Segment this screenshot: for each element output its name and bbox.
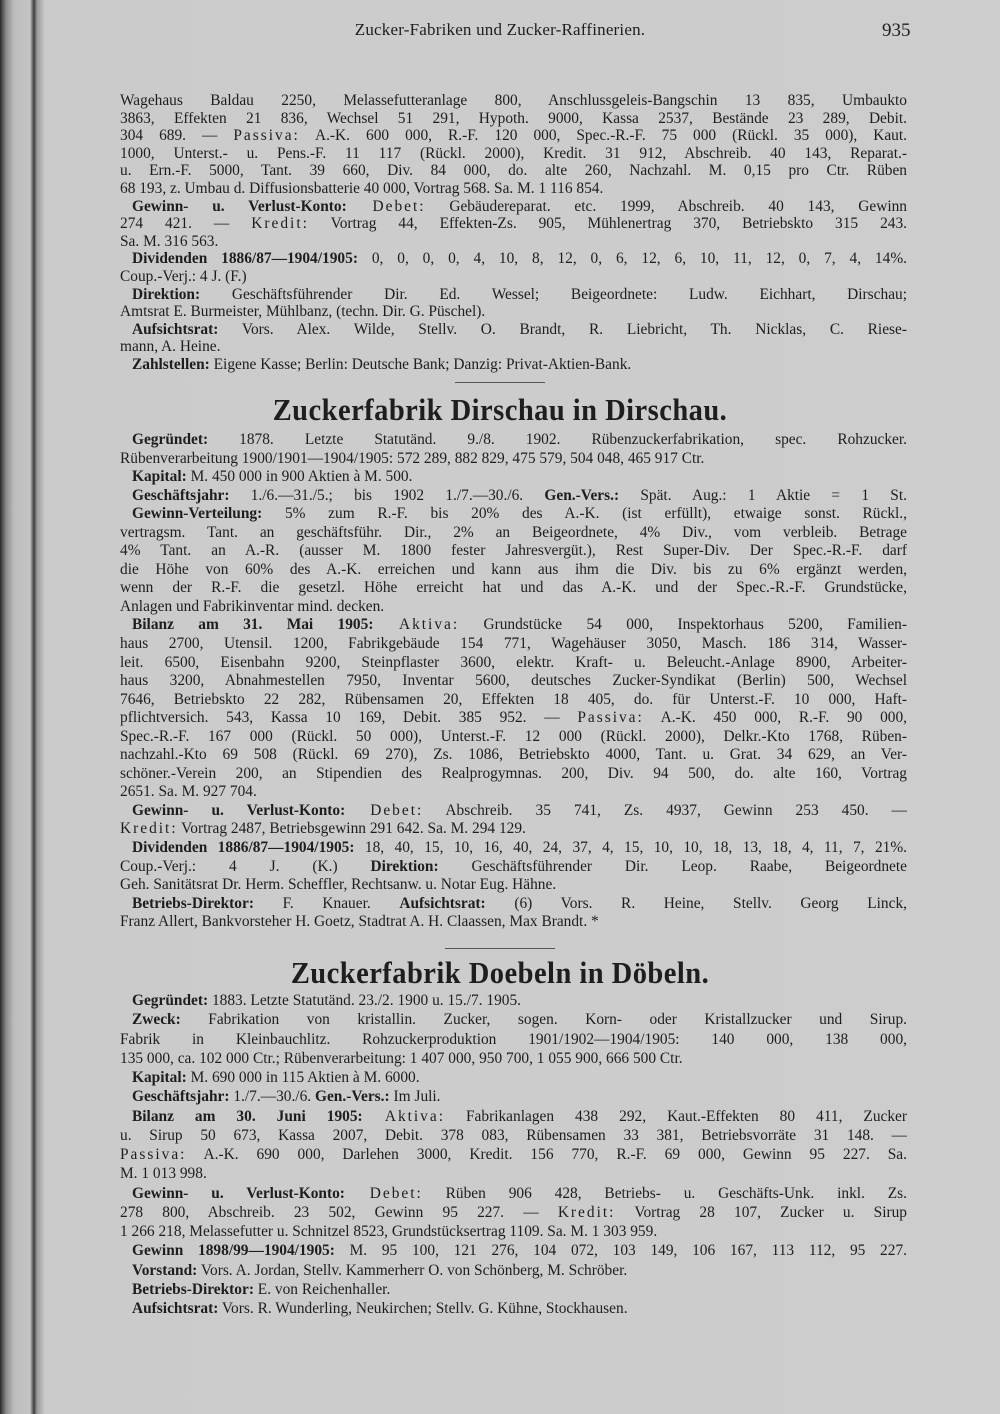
text-run: Geh. Sanitätsrat Dr. Herm. Scheffler, Rechtsanw. u. Notar Eug. Hähne. bbox=[120, 876, 557, 894]
text-line bbox=[120, 1010, 907, 1029]
text-line bbox=[120, 268, 907, 286]
text-run: Wagehaus Baldau 2250, Melassefutteranlage 800, Anschlussgeleis-Bangschin 13 835, Umbaukto bbox=[120, 92, 907, 109]
field-label: Gen.-Vers.: bbox=[314, 1088, 390, 1106]
text-line bbox=[120, 1049, 907, 1068]
text-line bbox=[120, 180, 907, 198]
text-run: leit. 6500, Eisenbahn 9200, Steinpflaster 3600, elektr. Kraft- u. Beleucht.-Anlage 8900, Arbeiter- bbox=[120, 653, 907, 671]
field-label: Gewinn- u. Verlust-Konto: bbox=[132, 801, 346, 819]
text-line bbox=[120, 654, 907, 673]
spaced-label: Debet: bbox=[346, 197, 426, 215]
field-label: Direktion: bbox=[370, 857, 439, 875]
text-line bbox=[120, 616, 907, 635]
field-label: Kapital: bbox=[132, 468, 187, 486]
text-run: u. Ern.-F. 5000, Tant. 39 660, Div. 84 000, do. alte 260, Nachzahl. M. 0,15 pro Ctr. Rüben bbox=[120, 162, 907, 180]
text-line bbox=[120, 746, 907, 765]
text-line bbox=[120, 561, 907, 580]
text-run: Fabrik in Kleinbauchlitz. Rohzuckerproduktion 1901/1902—1904/1905: 140 000, 138 000, bbox=[120, 1030, 907, 1048]
text-line bbox=[120, 1280, 907, 1299]
text-line bbox=[120, 783, 907, 802]
field-label: Aufsichtsrat: bbox=[132, 1300, 219, 1317]
text-run: Geschäftsführender Dir. Leop. Raabe, Beigeordnete bbox=[438, 857, 907, 875]
field-label: Direktion: bbox=[132, 285, 201, 303]
text-line bbox=[120, 356, 907, 374]
text-line bbox=[120, 1241, 907, 1260]
text-run: M. 1 013 998. bbox=[120, 1165, 207, 1183]
text-line bbox=[120, 303, 907, 321]
text-line bbox=[120, 542, 907, 561]
field-label: Kapital: bbox=[132, 1069, 187, 1086]
text-line bbox=[120, 162, 907, 180]
text-line bbox=[120, 1261, 907, 1280]
text-line bbox=[120, 876, 907, 895]
field-label: Zahlstellen: bbox=[132, 355, 210, 373]
text-run: 1000, Unterst.- u. Pens.-F. 11 117 (Rückl. 2000), Kredit. 31 912, Abschreib. 40 143, Reparat.- bbox=[120, 144, 907, 162]
text-run: 135 000, ca. 102 000 Ctr.; Rübenverarbeitung: 1 407 000, 950 700, 1 055 900, 666 500 Ctr. bbox=[120, 1049, 683, 1067]
text-run: haus 2700, Utensil. 1200, Fabrikgebäude 154 771, Wagehäuser 3050, Masch. 186 314, Wasser- bbox=[120, 635, 907, 653]
text-run: E. von Reichenhaller. bbox=[253, 1280, 391, 1298]
text-line bbox=[120, 765, 907, 784]
text-line bbox=[120, 991, 907, 1010]
text-line bbox=[120, 709, 907, 728]
text-run: die Höhe von 60% des A.-K. erreichen und kann aus ihm die Div. bis zu 6% ergänzt werden, bbox=[120, 560, 907, 578]
text-run: Anlagen und Fabrikinventar mind. decken. bbox=[120, 597, 385, 615]
text-line bbox=[120, 635, 907, 654]
text-line bbox=[120, 1107, 907, 1126]
text-line bbox=[120, 1164, 907, 1183]
text-run: Vors. R. Wunderling, Neukirchen; Stellv. G. Kühne, Stockhausen. bbox=[218, 1300, 628, 1317]
text-run: 1883. Letzte Statutänd. 23./2. 1900 u. 15./7. 1905. bbox=[208, 992, 522, 1009]
divider bbox=[455, 382, 545, 383]
text-run: 68 193, z. Umbau d. Diffusionsbatterie 40 000, Vortrag 568. Sa. M. 1 116 854. bbox=[120, 179, 604, 197]
text-line bbox=[120, 338, 907, 356]
text-line bbox=[120, 1087, 907, 1106]
field-label: Gegründet: bbox=[132, 431, 209, 448]
divider bbox=[445, 948, 555, 949]
text-run: M. 95 100, 121 276, 104 072, 103 149, 106 167, 113 112, 95 227. bbox=[334, 1242, 907, 1260]
text-run: Vortrag 2487, Betriebsgewinn 291 642. Sa. M. 294 129. bbox=[177, 820, 526, 838]
text-run: Grundstücke 54 000, Inspektorhaus 5200, Familien- bbox=[459, 616, 907, 634]
text-run: 1./6.—31./5.; bis 1902 1./7.—30./6. bbox=[229, 486, 545, 504]
section-title-dirschau: Zuckerfabrik Dirschau in Dirschau. bbox=[272, 392, 728, 427]
spaced-label: Aktiva: bbox=[373, 616, 460, 634]
text-run: 7646, Betriebskto 22 282, Rübensamen 20, Effekten 18 405, do. für Unterst.-F. 10 000, Haft- bbox=[120, 690, 907, 708]
text-run: A.-K. 600 000, R.-F. 120 000, Spec.-R.-F. 75 000 (Rückl. 35 000), Kaut. bbox=[299, 127, 907, 145]
text-run: schöner.-Verein 200, an Stipendien des Realprogymnas. 200, Div. 94 500, do. alte 160, Vortrag bbox=[120, 764, 907, 782]
spaced-label: Debet: bbox=[345, 801, 424, 819]
text-line bbox=[120, 820, 907, 839]
text-run: 1 266 218, Melassefutter u. Schnitzel 8523, Grundstücksertrag 1109. Sa. M. 1 303 959. bbox=[120, 1223, 658, 1240]
text-run: (6) Vors. R. Heine, Stellv. Georg Linck, bbox=[485, 894, 907, 912]
text-run: 2651. Sa. M. 927 704. bbox=[120, 783, 257, 801]
field-label: Gewinn- u. Verlust-Konto: bbox=[132, 1184, 345, 1202]
text-run: u. Sirup 50 673, Kassa 2007, Debit. 378 083, Rübensamen 33 381, Betriebsvorräte 31 148. — bbox=[120, 1126, 907, 1144]
spaced-label: Passiva: bbox=[233, 127, 300, 145]
text-line bbox=[120, 110, 907, 128]
field-label: Geschäftsjahr: bbox=[132, 486, 230, 504]
text-run: Vortrag 44, Effekten-Zs. 905, Mühlenertrag 370, Betriebskto 315 243. bbox=[308, 215, 907, 233]
text-run: Vors. A. Jordan, Stellv. Kammerherr O. von Schönberg, M. Schröber. bbox=[197, 1261, 628, 1279]
text-line bbox=[120, 233, 907, 251]
field-label: Dividenden 1886/87—1904/1905: bbox=[132, 839, 355, 857]
field-label: Dividenden 1886/87—1904/1905: bbox=[132, 250, 358, 268]
field-label: Gewinn-Verteilung: bbox=[132, 505, 263, 523]
text-line bbox=[120, 913, 907, 932]
spaced-label: Passiva: bbox=[120, 1146, 187, 1163]
field-label: Gewinn 1898/99—1904/1905: bbox=[132, 1242, 335, 1260]
text-line bbox=[120, 895, 907, 914]
section-title-doebeln: Zuckerfabrik Doebeln in Döbeln. bbox=[290, 955, 710, 990]
text-run: M. 450 000 in 900 Aktien à M. 500. bbox=[186, 468, 413, 486]
text-run: Fabrikanlagen 438 292, Kaut.-Effekten 80 411, Zucker bbox=[445, 1107, 907, 1125]
text-line bbox=[120, 198, 907, 216]
field-label: Gen.-Vers.: bbox=[544, 486, 620, 504]
field-label: Betriebs-Direktor: bbox=[132, 1280, 254, 1298]
text-run: nachzahl.-Kto 69 508 (Rückl. 69 270), Zs. 1086, Betriebskto 4000, Tant. u. Grat. 34 629, an Ver- bbox=[120, 746, 907, 764]
text-run: A.-K. 450 000, R.-F. 90 000, bbox=[643, 709, 907, 727]
field-label: Bilanz am 31. Mai 1905: bbox=[132, 616, 374, 634]
text-run: Vortrag 28 107, Zucker u. Sirup bbox=[615, 1203, 907, 1221]
field-label: Aufsichtsrat: bbox=[132, 320, 219, 338]
spaced-label: Kredit: bbox=[557, 1203, 616, 1221]
text-run: 0, 0, 0, 0, 4, 10, 8, 12, 0, 6, 12, 6, 10, 11, 12, 0, 7, 4, 14%. bbox=[357, 250, 907, 268]
spaced-label: Aktiva: bbox=[362, 1107, 445, 1125]
text-line bbox=[120, 858, 907, 877]
text-line bbox=[120, 286, 907, 304]
text-run: Coup.-Verj.: 4 J. (F.) bbox=[120, 267, 247, 285]
text-run: M. 690 000 in 115 Aktien à M. 6000. bbox=[186, 1069, 420, 1086]
spaced-label: Kredit: bbox=[120, 820, 178, 838]
text-run: Coup.-Verj.: 4 J. (K.) bbox=[120, 857, 371, 875]
text-line bbox=[120, 1299, 907, 1318]
text-line bbox=[120, 145, 907, 163]
text-run: mann, A. Heine. bbox=[120, 338, 221, 356]
field-label: Aufsichtsrat: bbox=[399, 894, 486, 912]
text-run: Im Juli. bbox=[389, 1088, 441, 1106]
text-line bbox=[120, 1184, 907, 1203]
text-run: Fabrikation von kristallin. Zucker, sogen. Korn- oder Kristallzucker und Sirup. bbox=[180, 1011, 907, 1029]
text-run: F. Knauer. bbox=[253, 894, 400, 912]
text-run: 3863, Effekten 21 836, Wechsel 51 291, Hypoth. 9000, Kassa 2537, Bestände 23 289, Debit. bbox=[120, 109, 907, 127]
page-number: 935 bbox=[882, 20, 911, 41]
text-line bbox=[120, 215, 907, 233]
spaced-label: Kredit: bbox=[251, 215, 309, 233]
field-label: Geschäftsjahr: bbox=[132, 1088, 230, 1106]
text-run: Spec.-R.-F. 167 000 (Rückl. 50 000), Unterst.-F. 12 000 (Rückl. 2000), Delkr.-Kto 1768, Rüben- bbox=[120, 727, 907, 745]
text-run: Amtsrat E. Burmeister, Mühlbanz, (techn. Dir. G. Püschel). bbox=[120, 303, 486, 321]
text-run: 274 421. — bbox=[120, 215, 252, 233]
field-label: Gewinn- u. Verlust-Konto: bbox=[132, 197, 347, 215]
text-line bbox=[120, 127, 907, 145]
text-line bbox=[120, 524, 907, 543]
text-run: wenn der R.-F. die gesetzl. Höhe erreicht hat und das A.-K. und der Spec.-R.-F. Grundstücke, bbox=[120, 579, 907, 597]
running-header: Zucker-Fabriken und Zucker-Raffinerien. bbox=[354, 20, 646, 39]
text-run: pflichtversich. 543, Kassa 10 169, Debit. 385 952. — bbox=[120, 709, 578, 727]
text-run: Franz Allert, Bankvorsteher H. Goetz, Stadtrat A. H. Claassen, Max Brandt. * bbox=[120, 913, 599, 931]
section-entry-doebeln bbox=[120, 991, 907, 1318]
text-run: Abschreib. 35 741, Zs. 4937, Gewinn 253 450. — bbox=[423, 801, 907, 819]
field-label: Betriebs-Direktor: bbox=[132, 894, 254, 912]
text-line bbox=[120, 450, 907, 469]
text-run: haus 3200, Abnahmestellen 7950, Inventar 5600, deutsches Zucker-Syndikat (Berlin) 500, Wechsel bbox=[120, 672, 907, 690]
text-run: 4% Tant. an A.-R. (ausser M. 1800 fester Jahresvergüt.), Rest Super-Div. Der Spec.-R.-F. darf bbox=[120, 542, 907, 560]
text-line bbox=[120, 487, 907, 506]
text-line bbox=[120, 92, 907, 110]
text-run: Eigene Kasse; Berlin: Deutsche Bank; Danzig: Privat-Aktien-Bank. bbox=[209, 355, 632, 373]
text-line bbox=[120, 468, 907, 487]
text-run: 1./7.—30./6. bbox=[229, 1088, 315, 1106]
text-line bbox=[120, 579, 907, 598]
field-label: Gegründet: bbox=[132, 992, 209, 1009]
text-run: 1878. Letzte Statutänd. 9./8. 1902. Rübenzuckerfabrikation, spec. Rohzucker. bbox=[208, 431, 907, 448]
text-run: 278 800, Abschreib. 23 502, Gewinn 95 227. — bbox=[120, 1203, 558, 1221]
text-line bbox=[120, 728, 907, 747]
text-line bbox=[120, 1068, 907, 1087]
text-line bbox=[120, 672, 907, 691]
text-line bbox=[120, 431, 907, 450]
text-run: A.-K. 690 000, Darlehen 3000, Kredit. 156 770, R.-F. 69 000, Gewinn 95 227. Sa. bbox=[186, 1146, 907, 1163]
text-run: Rüben 906 428, Betriebs- u. Geschäfts-Unk. inkl. Zs. bbox=[422, 1184, 907, 1202]
text-line bbox=[120, 839, 907, 858]
spaced-label: Debet: bbox=[344, 1184, 423, 1202]
field-label: Zweck: bbox=[132, 1011, 181, 1029]
text-line bbox=[120, 691, 907, 710]
text-line bbox=[120, 250, 907, 268]
text-line bbox=[120, 321, 907, 339]
section-entry-dirschau bbox=[120, 431, 907, 932]
text-run: Rübenverarbeitung 1900/1901—1904/1905: 572 289, 882 829, 475 579, 504 048, 465 917 Ctr. bbox=[120, 449, 705, 467]
text-line bbox=[120, 802, 907, 821]
field-label: Bilanz am 30. Juni 1905: bbox=[132, 1107, 363, 1125]
text-line bbox=[120, 1126, 907, 1145]
text-line bbox=[120, 1222, 907, 1241]
spaced-label: Passiva: bbox=[577, 709, 644, 727]
field-label: Vorstand: bbox=[132, 1261, 198, 1279]
section-continued-entry bbox=[120, 92, 907, 374]
text-line bbox=[120, 1030, 907, 1049]
text-line bbox=[120, 598, 907, 617]
text-run: vertragsm. Tant. an geschäftsführ. Dir., 2% an Beigeordnete, 4% Div., vom verbleib. Betrage bbox=[120, 523, 907, 541]
text-run: Gebäudereparat. etc. 1999, Abschreib. 40 143, Gewinn bbox=[425, 197, 907, 215]
text-run: Vors. Alex. Wilde, Stellv. O. Brandt, R. Liebricht, Th. Nicklas, C. Riese- bbox=[218, 320, 907, 338]
text-run: Geschäftsführender Dir. Ed. Wessel; Beigeordnete: Ludw. Eichhart, Dirschau; bbox=[200, 285, 907, 303]
text-run: Sa. M. 316 563. bbox=[120, 232, 219, 250]
text-run: 304 689. — bbox=[120, 127, 234, 145]
text-line bbox=[120, 1203, 907, 1222]
text-run: 5% zum R.-F. bis 20% des A.-K. (ist erfüllt), etwaige sonst. Rückl., bbox=[262, 505, 907, 523]
text-run: 18, 40, 15, 10, 16, 40, 24, 37, 4, 15, 10, 10, 18, 13, 18, 4, 11, 7, 21%. bbox=[354, 839, 907, 857]
text-line bbox=[120, 505, 907, 524]
text-line bbox=[120, 1145, 907, 1164]
text-run: Spät. Aug.: 1 Aktie = 1 St. bbox=[619, 486, 907, 504]
